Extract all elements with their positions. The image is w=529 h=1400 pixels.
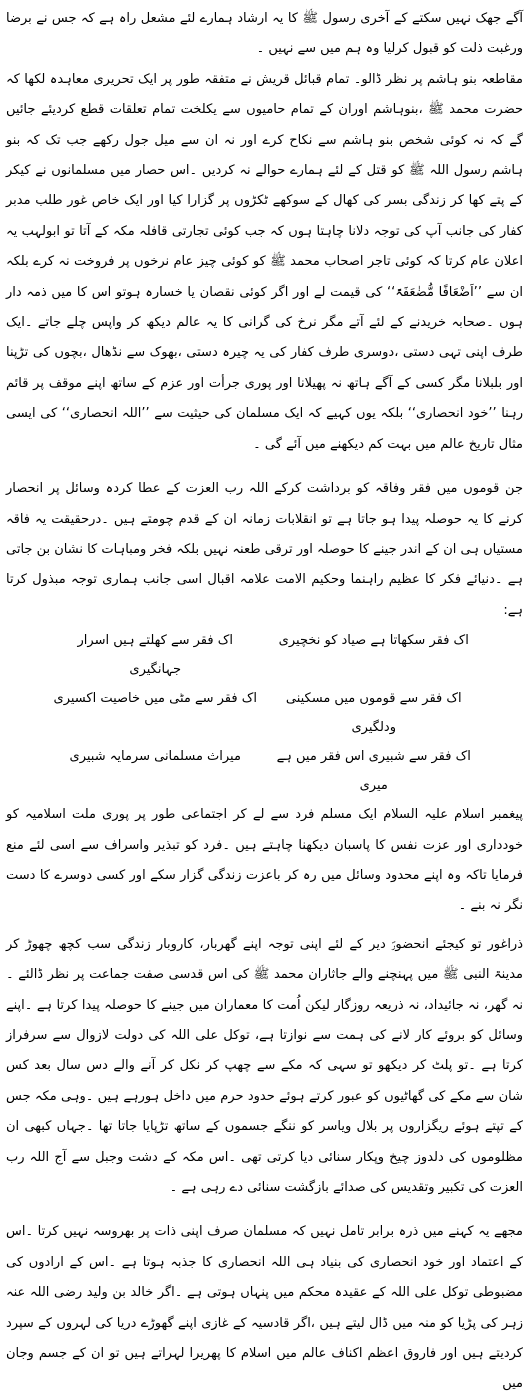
poem-couplet xyxy=(6,626,523,684)
poem-verse: اک فقر سے مٹی میں خاصیت اکسیری xyxy=(53,691,257,707)
poem-verse: اک فقر سے کھلتے ہیں اسرار جہانگیری xyxy=(77,633,233,678)
poem-verse: اک فقر سکھاتا ہے صیاد کو نخچیری xyxy=(278,633,469,649)
poem-verse: اک فقر سے قوموں میں مسکینی ودلگیری xyxy=(285,691,462,736)
poem-couplet xyxy=(6,742,523,800)
poem-couplet xyxy=(6,684,523,742)
paragraph-gap xyxy=(6,922,523,930)
poem-verse: اک فقر سے شبیری اس فقر میں ہے میری xyxy=(276,749,471,794)
paragraph: پیغمبر اسلام علیہ السلام ایک مسلم فرد سے لے کر اجتماعی طور پر پوری ملت اسلامیہ کو خودداری اور عزت نفس کا پاسبان دیکھنا چاہتے ہیں ۔فرد کو تبذیر واسراف سے اسی لئے منع فرمایا تاکہ وہ اپنے محدود وسائل میں رہ کر باعزت زندگی گزار سکے اور کسی دوسرے کا دست نگر نہ بنے ۔ xyxy=(6,807,523,914)
poem-verse: میراث مسلمانی سرمایہ شبیری xyxy=(69,749,241,765)
paragraph: آگے جھک نہیں سکتے کے آخری رسول ﷺ کا یہ ارشاد ہمارے لئے مشعل راہ ہے کہ جس نے برضا ورغبت ذلت کو قبول کرلیا وہ ہم میں سے نہیں ۔ xyxy=(6,11,523,57)
paragraph: ذراغور تو کیجئے انحضورؐ دیر کے لئے اپنی توجہ اپنے گھربار، کاروبار زندگی سب کچھ چھوڑ کر مدینۃ النبی ﷺ میں پہنچنے والے جاثاران محمد ﷺ کی اس قدسی صفت جماعت پر نظر ڈالئے ۔نہ گھر، نہ جائیداد، نہ ذریعہ روزگار لیکن اُمت کا معماران میں جینے کا حوصلہ پیدا کرتا ہے ۔اپنے وسائل کو بروئے کار لانے کی ہمت سے نوازتا ہے، توکل علی اللہ کی دولت لازوال سے سرفراز کرتا ہے ۔تو پلٹ کر دیکھو تو سہی کہ مکے سے چھپ کر نکل کر آنے والے دس سال بعد کس شان سے مکے کی گھاٹیوں کو عبور کرتے ہوئے حدود حرم میں داخل ہورہے ہیں ۔وہی مکہ جس کے تپتے ہوئے ریگزاروں پر بلال ویاسر کو ننگے جسموں کے ساتھ تڑپایا جاتا تھا ۔جہاں کبھی ان مظلوموں کی دلدوز چیخ وپکار سنائی دیا کرتی تھی ۔اس مکہ کے دشت وجبل سے آج اللہ رب العزت کی تکبیر وتقدیس کی صدائے بازگشت سنائی دے رہی ہے ۔ xyxy=(6,936,523,1195)
paragraph: جن قوموں میں فقر وفاقہ کو برداشت کرکے اللہ رب العزت کے عطا کردہ وسائل پر انحصار کرنے کا یہ حوصلہ پیدا ہو جاتا ہے تو انقلابات زمانہ ان کے قدم چومتے ہیں ۔درحقیقت یہ فاقہ مستیاں ہی ان کے اندر جینے کا حوصلہ اور ترقی طعنہ نہیں بلکہ فخر ومباہات کا نشان بن جاتی ہے ۔دنیائے فکر کا عظیم راہنما وحکیم الامت علامہ اقبال اسی جانب ہماری توجہ مبذول کرتا ہے: xyxy=(6,481,523,618)
paragraph-gap xyxy=(6,460,523,474)
paragraph-gap xyxy=(6,1203,523,1217)
paragraph: مقاطعہ بنو ہاشم پر نظر ڈالو۔ تمام قبائل قریش نے متفقہ طور پر ایک تحریری معاہدہ لکھا کہ حضرت محمد ﷺ ،بنوہاشم اوران کے تمام حامیوں سے یکلخت تمام تعلقات قطع کردیئے جائیں گے کہ نہ کوئی شخص بنو ہاشم سے نکاح کرے اور نہ ان سے میل جول رکھے جب تک کہ بنو ہاشم رسول اللہ ﷺ کو قتل کے لئے ہمارے حوالے نہ کردیں ۔اس حصار میں مسلمانوں نے کیکر کے پتے کھا کر زندگی بسر کی کھال کے سوکھے ٹکڑوں پر گزارا کیا اور ایک خاص غور طلب مدبر کفار کی جانب آپ کی توجہ دلانا چاہتا ہوں کہ جب کوئی تجارتی قافلہ مکہ کے آتا تو ابولہب یہ اعلان عام کرتا کہ کوئی تاجر اصحاب محمد ﷺ کو کوئی چیز عام نرخوں پر فروخت نہ کرے بلکہ ان سے ’’اَضْعَافًا مُّضٰعَفَۃً‘‘ کی قیمت لے اور اگر کوئی نقصان یا خسارہ ہوتو اس کا میں ذمہ دار ہوں ۔صحابہ خریدنے کے لئے آتے مگر نرخ کی گرانی کا یہ عالم دیکھ کر واپس چلے جاتے ۔ایک طرف اپنی تہی دستی ،دوسری طرف کفار کی یہ چیرہ دستی ،بھوک سے نڈھال ،بچوں کی تڑپنا اور بلبلانا مگر کسی کے آگے ہاتھ نہ پھیلانا اور پوری جرأت اور عزم کے ساتھ اپنے موقف پر قائم رہنا ’’خود انحصاری‘‘ بلکہ یوں کہیے کہ ایک مسلمان کی حیثیت سے ’’اللہ انحصاری‘‘ کی ایسی مثال تاریخ عالم میں بہت کم دیکھنے میں آئے گی ۔ xyxy=(6,71,523,452)
paragraph: مجھے یہ کہنے میں ذرہ برابر تامل نہیں کہ مسلمان صرف اپنی ذات پر بھروسہ نہیں کرتا ۔اس کے اعتماد اور خود انحصاری کی بنیاد ہی اللہ انحصاری کا جذبہ ہوتا ہے ۔اس کے ارادوں کی مضبوطی توکل علی اللہ کے عقیدہ محکم میں پنہاں ہوتی ہے ۔اگر خالد بن ولید رضی اللہ عنہ زہر کی پڑیا کو منہ میں ڈال لیتے ہیں ،اگر قادسیہ کے غازی اپنے گھوڑے دریا کی لہروں کے سپرد کردیتے ہیں اور فاروق اعظم اکناف عالم میں اسلام کا پھریرا لہراتے ہیں تو ان کے جسم وجان میں xyxy=(6,1224,523,1392)
